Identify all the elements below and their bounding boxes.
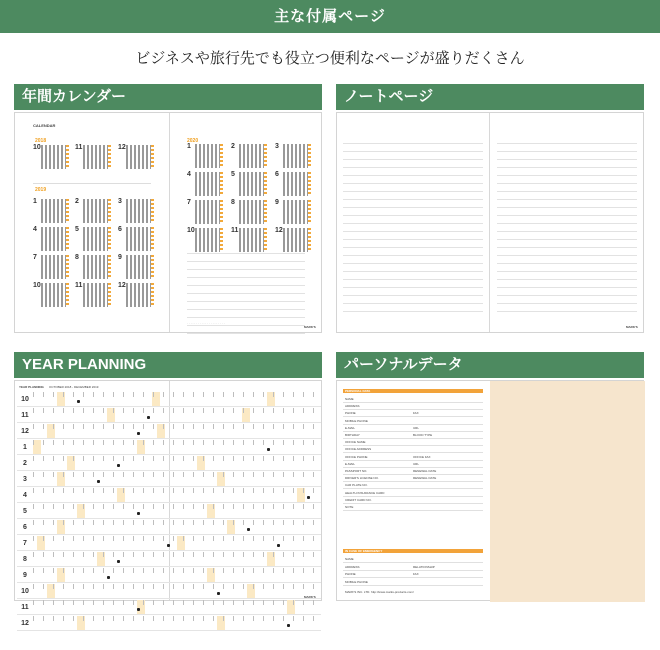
month-label: 12: [21, 428, 29, 435]
month-number: 11: [75, 144, 83, 151]
table-row: [17, 599, 321, 615]
month-number: 2: [75, 198, 79, 205]
mini-month: [118, 198, 154, 224]
month-number: 1: [33, 198, 37, 205]
field-line: [343, 452, 483, 453]
month-label: 5: [23, 508, 27, 515]
mini-month: [75, 226, 111, 252]
moon-dot: [267, 448, 270, 451]
day-grid: [126, 227, 154, 251]
field-line: [343, 438, 483, 439]
section-header-year-planning: YEAR PLANNING: [14, 352, 322, 378]
weekend-column: [151, 227, 154, 251]
mini-month: [231, 171, 267, 197]
day-grid: [195, 172, 223, 196]
year-label: 2019: [35, 187, 47, 193]
weekend-column: [151, 145, 154, 169]
month-label: 12: [21, 620, 29, 627]
day-grid: [41, 255, 69, 279]
month-label: 9: [23, 572, 27, 579]
field-line: [343, 474, 483, 475]
day-cells: [33, 600, 321, 605]
weekend-column: [66, 227, 69, 251]
field-label: HEALTH INSURANCE CARD: [345, 490, 385, 495]
month-number: 4: [33, 226, 37, 233]
month-number: 6: [275, 171, 279, 178]
field-line: [343, 467, 483, 468]
field-label: RELATIONSHIP: [413, 564, 435, 569]
mini-month: [75, 254, 111, 280]
back-cover: [490, 381, 645, 602]
table-row: [17, 471, 321, 487]
day-grid: [195, 200, 223, 224]
month-label: 6: [23, 524, 27, 531]
year-label: 2018: [35, 138, 47, 144]
day-grid: [41, 199, 69, 223]
month-label: 11: [21, 412, 29, 419]
field-label: NOTE: [345, 505, 354, 509]
mini-month: [75, 198, 111, 224]
footer-text: MARK'S INC. LTD. http://www.marks-products.com/: [345, 590, 414, 594]
month-number: 7: [187, 199, 191, 206]
moon-dot: [137, 432, 140, 435]
section-header-personal: パーソナルデータ: [336, 352, 644, 378]
note-lines-right: [497, 143, 637, 319]
table-row: [17, 551, 321, 567]
month-number: 12: [118, 282, 126, 289]
weekend-column: [108, 145, 111, 169]
field-label: CREDIT CARD NO.: [345, 497, 372, 502]
field-label: OFFICE NAME: [345, 440, 366, 445]
field-line: [343, 416, 483, 417]
weekend-column: [151, 199, 154, 223]
field-label: MOBILE PHONE: [345, 579, 368, 584]
moon-dot: [137, 512, 140, 515]
field-label: FAX: [413, 572, 419, 576]
moon-dot: [137, 608, 140, 611]
weekend-column: [308, 200, 311, 224]
page-title: 主な付属ページ: [0, 0, 660, 33]
month-number: 5: [231, 171, 235, 178]
day-grid: [41, 145, 69, 169]
table-row: [17, 519, 321, 535]
month-number: 1: [187, 143, 191, 150]
moon-dot: [217, 592, 220, 595]
day-grid: [283, 200, 311, 224]
day-grid: [41, 227, 69, 251]
month-label: 8: [23, 556, 27, 563]
field-label: FAX: [413, 411, 419, 416]
personal-data-preview: [336, 380, 644, 601]
month-number: 5: [75, 226, 79, 233]
weekend-column: [220, 228, 223, 252]
mini-month: [118, 282, 154, 308]
month-label: 2: [23, 460, 27, 467]
month-number: 3: [275, 143, 279, 150]
weekend-column: [151, 255, 154, 279]
section-header-note: ノートページ: [336, 84, 644, 110]
table-row: [17, 567, 321, 583]
month-number: 12: [275, 227, 283, 234]
brand-mark: MARK'S: [626, 325, 638, 329]
mini-month: [275, 199, 311, 225]
page-subtitle: ビジネスや旅行先でも役立つ便利なページが盛りだくさん: [135, 50, 525, 67]
field-label: CAR PLATE NO.: [345, 483, 368, 488]
moon-dot: [167, 544, 170, 547]
day-grid: [126, 255, 154, 279]
field-line: [343, 585, 483, 586]
mini-month: [33, 198, 69, 224]
field-label: URL: [413, 425, 420, 430]
month-number: 10: [33, 282, 41, 289]
weekend-column: [264, 144, 267, 168]
month-label: 1: [23, 444, 27, 451]
weekend-column: [308, 144, 311, 168]
day-grid: [239, 144, 267, 168]
day-cells: [33, 616, 321, 621]
moon-dot: [117, 560, 120, 563]
weekend-column: [220, 144, 223, 168]
mini-month: [118, 226, 154, 252]
table-row: [17, 615, 321, 631]
field-line: [343, 570, 483, 571]
month-number: 9: [118, 254, 122, 261]
weekend-column: [66, 145, 69, 169]
month-label: 10: [21, 396, 29, 403]
field-label: NAME: [345, 557, 354, 561]
day-grid: [283, 228, 311, 252]
footnote: · · · · · · · · · · · · · · · · · · · · ·: [187, 321, 225, 325]
group-label: PERSONAL DATA: [345, 389, 371, 393]
month-label: 10: [21, 588, 29, 595]
day-grid: [283, 144, 311, 168]
field-label: PHONE: [345, 411, 356, 416]
weekend-column: [264, 200, 267, 224]
day-cells: [33, 568, 321, 573]
year-planning-grid: [17, 391, 321, 631]
moon-dot: [147, 416, 150, 419]
field-line: [343, 503, 483, 504]
day-cells: [33, 424, 321, 429]
field-label: OFFICE FAX: [413, 454, 431, 459]
day-grid: [283, 172, 311, 196]
day-cells: [33, 536, 321, 541]
mini-month: [187, 199, 223, 225]
field-line: [343, 460, 483, 461]
mini-month: [75, 144, 111, 170]
day-grid: [239, 228, 267, 252]
mini-month: [187, 171, 223, 197]
field-line: [343, 409, 483, 410]
table-row: [17, 423, 321, 439]
field-label: E-MAIL: [345, 461, 356, 466]
field-label: OFFICE PHONE: [345, 454, 368, 459]
table-row: [17, 583, 321, 599]
month-number: 8: [231, 199, 235, 206]
weekend-column: [308, 172, 311, 196]
day-grid: [83, 145, 111, 169]
weekend-column: [108, 255, 111, 279]
table-row: [17, 455, 321, 471]
month-label: 7: [23, 540, 27, 547]
day-grid: [83, 255, 111, 279]
note-preview: [336, 112, 644, 333]
field-label: BIRTHDAY: [345, 433, 360, 437]
calendar-heading: CALENDAR: [33, 123, 56, 128]
field-label: ADDRESS: [345, 564, 360, 569]
weekend-column: [66, 283, 69, 307]
moon-dot: [117, 464, 120, 467]
field-line: [343, 424, 483, 425]
weekend-column: [108, 199, 111, 223]
day-grid: [83, 227, 111, 251]
weekend-column: [108, 227, 111, 251]
mini-month: [187, 143, 223, 169]
field-line: [343, 577, 483, 578]
field-label: BLOOD TYPE: [413, 433, 433, 437]
day-cells: [33, 488, 321, 493]
section-header-calendar: 年間カレンダー: [14, 84, 322, 110]
month-number: 11: [231, 227, 239, 234]
field-label: ADDRESS: [345, 404, 360, 409]
mini-month: [231, 199, 267, 225]
day-grid: [83, 199, 111, 223]
moon-dot: [307, 496, 310, 499]
day-cells: [33, 520, 321, 525]
weekend-column: [264, 172, 267, 196]
year-label: 2020: [187, 138, 199, 144]
page-spine: [489, 113, 490, 332]
moon-dot: [107, 576, 110, 579]
year-planning-heading: YEAR PLANNING: [19, 385, 44, 389]
weekend-column: [220, 200, 223, 224]
weekend-column: [151, 283, 154, 307]
month-number: 6: [118, 226, 122, 233]
day-grid: [239, 172, 267, 196]
mini-month: [33, 254, 69, 280]
day-cells: [33, 504, 321, 509]
field-line: [343, 496, 483, 497]
day-cells: [33, 472, 321, 477]
field-label: RENEWAL DATE: [413, 476, 437, 481]
month-number: 11: [75, 282, 83, 289]
day-grid: [126, 145, 154, 169]
year-planning-range: OCTOBER 2018 - DECEMBER 2019: [49, 385, 99, 389]
month-number: 9: [275, 199, 279, 206]
day-grid: [83, 283, 111, 307]
month-number: 10: [187, 227, 195, 234]
month-number: 12: [118, 144, 126, 151]
day-cells: [33, 408, 321, 413]
month-number: 8: [75, 254, 79, 261]
month-label: 4: [23, 492, 27, 499]
field-line: [343, 402, 483, 403]
field-label: OFFICE ADDRESS: [345, 447, 372, 452]
day-cells: [33, 552, 321, 557]
field-label: PASSPORT NO.: [345, 469, 368, 473]
field-line: [343, 562, 483, 563]
field-label: E-MAIL: [345, 425, 356, 430]
mini-month: [231, 143, 267, 169]
mini-month: [33, 144, 69, 170]
month-label: 3: [23, 476, 27, 483]
weekend-column: [66, 199, 69, 223]
table-row: [17, 391, 321, 407]
mini-month: [33, 282, 69, 308]
moon-dot: [77, 400, 80, 403]
field-line: [343, 431, 483, 432]
moon-dot: [277, 544, 280, 547]
day-grid: [126, 199, 154, 223]
mini-month: [275, 227, 311, 253]
weekend-column: [66, 255, 69, 279]
field-label: DRIVER'S LICENSE NO.: [345, 476, 379, 481]
brand-mark: MARK'S: [304, 325, 316, 329]
day-cells: [33, 584, 321, 589]
mini-month: [118, 144, 154, 170]
field-label: PHONE: [345, 572, 356, 576]
table-row: [17, 407, 321, 423]
page-spine: [169, 113, 170, 332]
group-label: IN CASE OF EMERGENCY: [345, 549, 383, 553]
month-label: 11: [21, 604, 29, 611]
moon-dot: [247, 528, 250, 531]
field-label: RENEWAL DATE: [413, 469, 437, 473]
weekend-column: [220, 172, 223, 196]
month-number: 3: [118, 198, 122, 205]
mini-month: [33, 226, 69, 252]
calendar-preview: [14, 112, 322, 333]
divider: [33, 183, 151, 184]
field-line: [343, 445, 483, 446]
weekend-column: [264, 228, 267, 252]
note-lines-left: [343, 143, 483, 319]
field-line: [343, 488, 483, 489]
month-number: 2: [231, 143, 235, 150]
mini-month: [275, 143, 311, 169]
day-grid: [41, 283, 69, 307]
moon-dot: [287, 624, 290, 627]
weekend-column: [108, 283, 111, 307]
moon-dot: [97, 480, 100, 483]
mini-month: [231, 227, 267, 253]
weekend-column: [308, 228, 311, 252]
field-label: MOBILE PHONE: [345, 418, 368, 423]
month-number: 4: [187, 171, 191, 178]
table-row: [17, 439, 321, 455]
field-line: [343, 510, 483, 511]
month-number: 10: [33, 144, 41, 151]
day-grid: [195, 144, 223, 168]
mini-month: [275, 171, 311, 197]
mini-month: [187, 227, 223, 253]
field-line: [343, 481, 483, 482]
field-label: NAME: [345, 397, 354, 401]
memo-lines: [187, 253, 305, 341]
day-cells: [33, 392, 321, 397]
day-grid: [239, 200, 267, 224]
table-row: [17, 503, 321, 519]
mini-month: [75, 282, 111, 308]
month-number: 7: [33, 254, 37, 261]
table-row: [17, 535, 321, 551]
day-grid: [195, 228, 223, 252]
brand-mark: MARK'S: [304, 595, 316, 599]
day-cells: [33, 440, 321, 445]
year-planning-preview: [14, 380, 322, 627]
field-label: URL: [413, 461, 420, 466]
table-row: [17, 487, 321, 503]
mini-month: [118, 254, 154, 280]
day-cells: [33, 456, 321, 461]
day-grid: [126, 283, 154, 307]
